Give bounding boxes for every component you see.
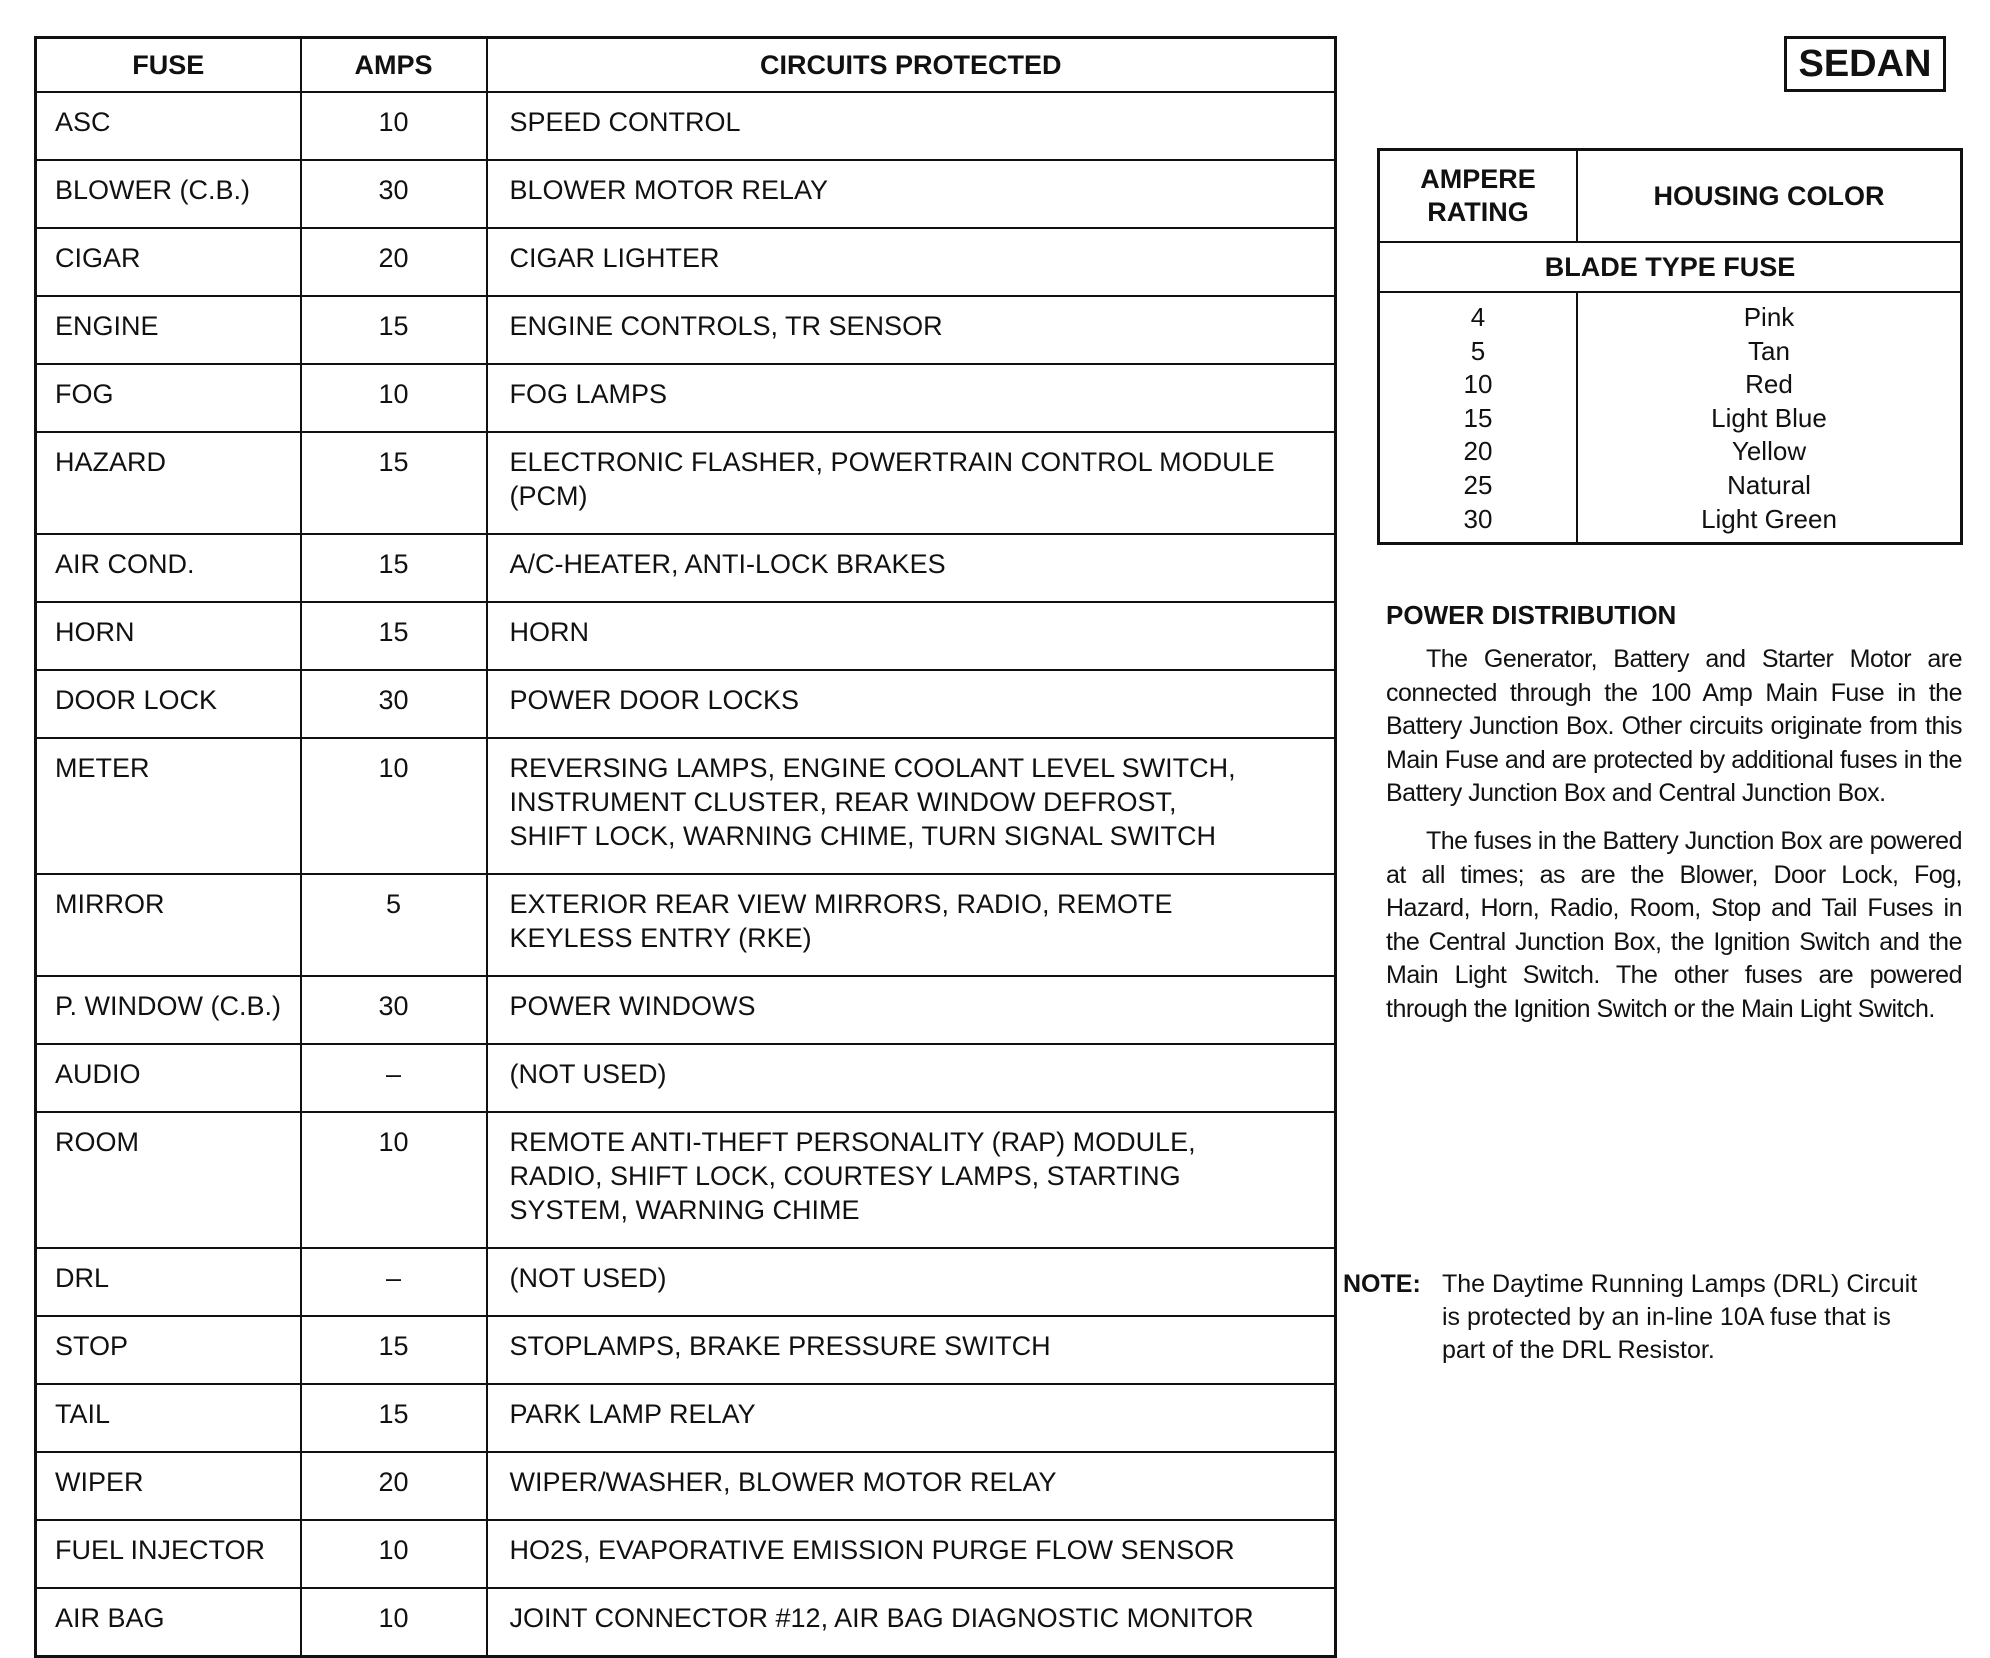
fuse-row bbox=[36, 296, 1336, 364]
fuse-amps-cell: 15 bbox=[301, 1384, 487, 1452]
ampere-table-body bbox=[1380, 293, 1960, 542]
fuse-row bbox=[36, 1520, 1336, 1588]
housing-color-value: Natural bbox=[1727, 469, 1811, 500]
fuse-amps-cell: 15 bbox=[301, 432, 487, 534]
fuse-table-body bbox=[36, 92, 1336, 1657]
fuse-name-cell: METER bbox=[36, 738, 301, 874]
fuse-name-cell: STOP bbox=[36, 1316, 301, 1384]
fuse-name-cell: AIR COND. bbox=[36, 534, 301, 602]
fuse-amps-cell: 10 bbox=[301, 738, 487, 874]
fuse-circuits-cell: POWER DOOR LOCKS bbox=[487, 670, 1336, 738]
fuse-circuits-cell: REMOTE ANTI-THEFT PERSONALITY (RAP) MODULE, RADIO, SHIFT LOCK, COURTESY LAMPS, STARTING SYSTEM, WARNING CHIME bbox=[487, 1112, 1336, 1248]
fuse-circuits-cell: PARK LAMP RELAY bbox=[487, 1384, 1336, 1452]
fuse-row bbox=[36, 432, 1336, 534]
housing-color-value: Tan bbox=[1748, 335, 1790, 366]
fuse-row bbox=[36, 670, 1336, 738]
fuse-amps-cell: 10 bbox=[301, 1520, 487, 1588]
fuse-circuits-cell: REVERSING LAMPS, ENGINE COOLANT LEVEL SWITCH, INSTRUMENT CLUSTER, REAR WINDOW DEFROST, SHIFT LOCK, WARNING CHIME, TURN SIGNAL SWITCH bbox=[487, 738, 1336, 874]
fuse-name-cell: MIRROR bbox=[36, 874, 301, 976]
housing-color-column bbox=[1578, 301, 1960, 536]
fuse-row bbox=[36, 160, 1336, 228]
fuse-circuits-cell: ELECTRONIC FLASHER, POWERTRAIN CONTROL MODULE (PCM) bbox=[487, 432, 1336, 534]
note-label: NOTE: bbox=[1343, 1270, 1421, 1298]
fuse-row bbox=[36, 1044, 1336, 1112]
fuse-amps-cell: 30 bbox=[301, 976, 487, 1044]
fuse-name-cell: P. WINDOW (C.B.) bbox=[36, 976, 301, 1044]
housing-color-value: Light Blue bbox=[1711, 402, 1827, 433]
note-text: The Daytime Running Lamps (DRL) Circuit is protected by an in-line 10A fuse that is part of the DRL Resistor. bbox=[1442, 1270, 1918, 1364]
fuse-row bbox=[36, 738, 1336, 874]
housing-color-value: Red bbox=[1745, 369, 1793, 400]
fuse-name-cell: DOOR LOCK bbox=[36, 670, 301, 738]
sedan-badge: SEDAN bbox=[1784, 36, 1946, 92]
housing-color-header: HOUSING COLOR bbox=[1653, 180, 1885, 211]
fuse-amps-cell: 30 bbox=[301, 160, 487, 228]
power-distribution-paragraph: The Generator, Battery and Starter Motor are connected through the 100 Amp Main Fuse in the Battery Junction Box. Other circuits originate from this Main Fuse and are protected by additional fuses in the Battery Junction Box and Central Junction Box. bbox=[1386, 645, 1962, 808]
fuse-amps-cell: 10 bbox=[301, 1588, 487, 1657]
fuse-name-cell: CIGAR bbox=[36, 228, 301, 296]
fuse-circuits-cell: HO2S, EVAPORATIVE EMISSION PURGE FLOW SENSOR bbox=[487, 1520, 1336, 1588]
power-distribution-section bbox=[1386, 600, 1962, 1041]
fuse-circuits-cell: A/C-HEATER, ANTI-LOCK BRAKES bbox=[487, 534, 1336, 602]
blade-type-fuse-subheader: BLADE TYPE FUSE bbox=[1380, 243, 1960, 293]
drl-note bbox=[1343, 1268, 1963, 1367]
fuse-circuits-cell: STOPLAMPS, BRAKE PRESSURE SWITCH bbox=[487, 1316, 1336, 1384]
power-distribution-title: POWER DISTRIBUTION bbox=[1386, 600, 1677, 630]
amps-column-header: AMPS bbox=[301, 38, 487, 93]
fuse-row bbox=[36, 874, 1336, 976]
fuse-circuits-cell: CIGAR LIGHTER bbox=[487, 228, 1336, 296]
fuse-row bbox=[36, 1588, 1336, 1657]
ampere-rating-value: 10 bbox=[1463, 369, 1493, 400]
fuse-amps-cell: – bbox=[301, 1248, 487, 1316]
fuse-name-cell: ENGINE bbox=[36, 296, 301, 364]
fuse-circuits-cell: POWER WINDOWS bbox=[487, 976, 1336, 1044]
fuse-name-cell: FUEL INJECTOR bbox=[36, 1520, 301, 1588]
fuse-row bbox=[36, 92, 1336, 160]
fuse-table-header-row bbox=[36, 38, 1336, 93]
ampere-rating-table bbox=[1377, 148, 1963, 545]
ampere-rating-value: 5 bbox=[1470, 335, 1486, 366]
fuse-circuits-cell: JOINT CONNECTOR #12, AIR BAG DIAGNOSTIC MONITOR bbox=[487, 1588, 1336, 1657]
fuse-name-cell: HAZARD bbox=[36, 432, 301, 534]
fuse-amps-cell: 30 bbox=[301, 670, 487, 738]
fuse-amps-cell: 15 bbox=[301, 602, 487, 670]
fuse-name-cell: FOG bbox=[36, 364, 301, 432]
housing-color-value: Pink bbox=[1743, 302, 1795, 332]
circuits-column-header: CIRCUITS PROTECTED bbox=[487, 38, 1336, 93]
fuse-amps-cell: 20 bbox=[301, 228, 487, 296]
fuse-name-cell: AIR BAG bbox=[36, 1588, 301, 1657]
ampere-rating-value: 30 bbox=[1463, 503, 1493, 534]
ampere-rating-value: 25 bbox=[1463, 469, 1493, 500]
power-distribution-paragraph: The fuses in the Battery Junction Box are powered at all times; as are the Blower, Door Lock, Fog, Hazard, Horn, Radio, Room, Stop and Tail Fuses in the Central Junction Box, the Ignition Switch and the Main Light Switch. The other fuses are powered through the Ignition Switch or the Main Light Switch. bbox=[1386, 826, 1962, 1023]
fuse-row bbox=[36, 602, 1336, 670]
housing-color-value: Light Green bbox=[1701, 503, 1837, 534]
ampere-rating-value: 20 bbox=[1463, 436, 1493, 467]
fuse-circuits-cell: FOG LAMPS bbox=[487, 364, 1336, 432]
fuse-amps-cell: – bbox=[301, 1044, 487, 1112]
fuse-table bbox=[34, 36, 1337, 1658]
fuse-amps-cell: 20 bbox=[301, 1452, 487, 1520]
fuse-row bbox=[36, 534, 1336, 602]
fuse-row bbox=[36, 228, 1336, 296]
fuse-name-cell: TAIL bbox=[36, 1384, 301, 1452]
fuse-row bbox=[36, 1384, 1336, 1452]
fuse-row bbox=[36, 976, 1336, 1044]
fuse-amps-cell: 15 bbox=[301, 534, 487, 602]
fuse-circuits-cell: EXTERIOR REAR VIEW MIRRORS, RADIO, REMOTE KEYLESS ENTRY (RKE) bbox=[487, 874, 1336, 976]
fuse-name-cell: AUDIO bbox=[36, 1044, 301, 1112]
ampere-rating-column bbox=[1380, 293, 1578, 542]
fuse-column-header: FUSE bbox=[36, 38, 301, 93]
fuse-row bbox=[36, 1452, 1336, 1520]
fuse-circuits-cell: (NOT USED) bbox=[487, 1044, 1336, 1112]
fuse-amps-cell: 15 bbox=[301, 296, 487, 364]
fuse-name-cell: BLOWER (C.B.) bbox=[36, 160, 301, 228]
fuse-amps-cell: 10 bbox=[301, 1112, 487, 1248]
fuse-name-cell: ASC bbox=[36, 92, 301, 160]
fuse-row bbox=[36, 1112, 1336, 1248]
fuse-name-cell: ROOM bbox=[36, 1112, 301, 1248]
fuse-circuits-cell: HORN bbox=[487, 602, 1336, 670]
fuse-name-cell: HORN bbox=[36, 602, 301, 670]
fuse-name-cell: DRL bbox=[36, 1248, 301, 1316]
ampere-table-header bbox=[1380, 151, 1960, 243]
fuse-amps-cell: 15 bbox=[301, 1316, 487, 1384]
housing-color-value: Yellow bbox=[1731, 436, 1807, 467]
fuse-row bbox=[36, 1316, 1336, 1384]
fuse-amps-cell: 10 bbox=[301, 364, 487, 432]
ampere-rating-value: 4 bbox=[1470, 302, 1486, 332]
ampere-rating-header: AMPERE RATING bbox=[1380, 151, 1578, 241]
ampere-rating-value: 15 bbox=[1463, 402, 1493, 433]
fuse-name-cell: WIPER bbox=[36, 1452, 301, 1520]
fuse-circuits-cell: SPEED CONTROL bbox=[487, 92, 1336, 160]
fuse-row bbox=[36, 1248, 1336, 1316]
fuse-amps-cell: 5 bbox=[301, 874, 487, 976]
fuse-row bbox=[36, 364, 1336, 432]
fuse-amps-cell: 10 bbox=[301, 92, 487, 160]
fuse-circuits-cell: ENGINE CONTROLS, TR SENSOR bbox=[487, 296, 1336, 364]
fuse-circuits-cell: WIPER/WASHER, BLOWER MOTOR RELAY bbox=[487, 1452, 1336, 1520]
fuse-circuits-cell: BLOWER MOTOR RELAY bbox=[487, 160, 1336, 228]
fuse-circuits-cell: (NOT USED) bbox=[487, 1248, 1336, 1316]
